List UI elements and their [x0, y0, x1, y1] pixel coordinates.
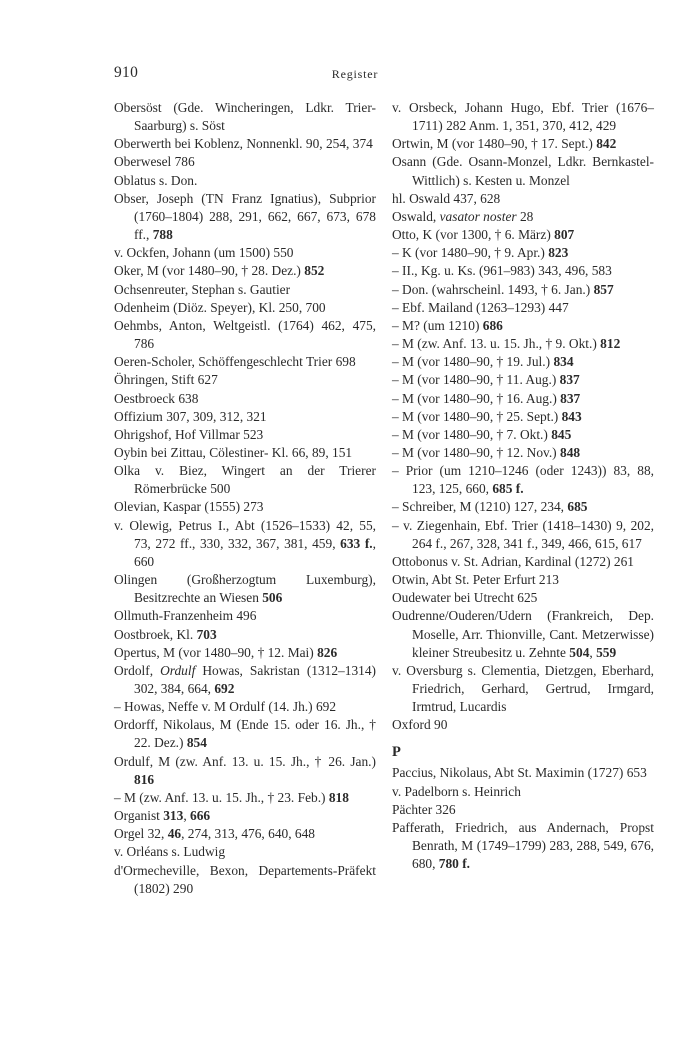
- index-entry: – M (vor 1480–90, † 11. Aug.) 837: [392, 372, 580, 388]
- index-entry: – II., Kg. u. Ks. (961–983) 343, 496, 583: [392, 263, 612, 279]
- index-entry: Pächter 326: [392, 801, 456, 817]
- index-entry: Obser, Joseph (TN Franz Ignatius), Subprior (1760–1804) 288, 291, 662, 667, 673, 678 ff., 788: [114, 190, 376, 243]
- left-column: [114, 99, 376, 898]
- index-entry: Ordorff, Nikolaus, M (Ende 15. oder 16. Jh., † 22. Dez.) 854: [114, 717, 376, 751]
- index-entry: Oeren-Scholer, Schöffengeschlecht Trier 698: [114, 354, 356, 370]
- index-entry: Oxford 90: [392, 717, 448, 733]
- section-gap: [392, 734, 654, 743]
- p-entries: [392, 764, 654, 873]
- index-entry: – M (zw. Anf. 13. u. 15. Jh., † 9. Okt.) 812: [392, 336, 621, 352]
- index-entry: – M? (um 1210) 686: [392, 317, 503, 333]
- index-entry: – v. Ziegenhain, Ebf. Trier (1418–1430) 9, 202, 264 f., 267, 328, 341 f., 349, 466, 615, 617: [392, 517, 654, 551]
- index-entry: Obersöst (Gde. Wincheringen, Ldkr. Trier-Saarburg) s. Söst: [114, 100, 376, 134]
- index-entry: Oberwesel 786: [114, 154, 195, 170]
- index-entry: Olka v. Biez, Wingert an der Trierer Römerbrücke 500: [114, 463, 376, 497]
- index-entry: Oblatus s. Don.: [114, 172, 198, 188]
- index-entry: v. Ockfen, Johann (um 1500) 550: [114, 245, 294, 261]
- index-entry: Ohrigshof, Hof Villmar 523: [114, 426, 264, 442]
- index-entry: hl. Oswald 437, 628: [392, 190, 501, 206]
- letter-heading-p: P: [392, 744, 401, 761]
- index-entry: d'Ormecheville, Bexon, Departements-Präfekt (1802) 290: [114, 862, 376, 896]
- index-entry: v. Olewig, Petrus I., Abt (1526–1533) 42, 55, 73, 272 ff., 330, 332, 367, 381, 459, 633 f., 660: [114, 517, 376, 569]
- index-entry: Oybin bei Zittau, Cölestiner- Kl. 66, 89, 151: [114, 444, 353, 460]
- index-entry: v. Orsbeck, Johann Hugo, Ebf. Trier (1676–1711) 282 Anm. 1, 351, 370, 412, 429: [392, 100, 654, 134]
- index-entry: – Don. (wahrscheinl. 1493, † 6. Jan.) 857: [392, 281, 614, 297]
- index-entry: – M (vor 1480–90, † 7. Okt.) 845: [392, 426, 572, 442]
- index-entry: Oswald, vasator noster 28: [392, 208, 534, 224]
- index-entry: Odenheim (Diöz. Speyer), Kl. 250, 700: [114, 299, 326, 315]
- index-entry: – Schreiber, M (1210) 127, 234, 685: [392, 499, 588, 515]
- index-entry: Otwin, Abt St. Peter Erfurt 213: [392, 572, 559, 588]
- index-entry: v. Orléans s. Ludwig: [114, 844, 226, 860]
- index-entry: Oehmbs, Anton, Weltgeistl. (1764) 462, 475, 786: [114, 317, 376, 352]
- index-entry: – K (vor 1480–90, † 9. Apr.) 823: [392, 245, 569, 261]
- index-entry: Ortwin, M (vor 1480–90, † 17. Sept.) 842: [392, 136, 617, 152]
- index-entry: – M (zw. Anf. 13. u. 15. Jh., † 23. Feb.) 818: [114, 789, 349, 805]
- index-entry: Osann (Gde. Osann-Monzel, Ldkr. Bernkastel-Wittlich) s. Kesten u. Monzel: [392, 154, 654, 188]
- right-column: [392, 99, 654, 873]
- index-entry: Ollmuth-Franzenheim 496: [114, 608, 257, 624]
- index-entry: v. Padelborn s. Heinrich: [392, 783, 521, 799]
- index-entry: Orgel 32, 46, 274, 313, 476, 640, 648: [114, 826, 315, 842]
- index-entry: – Howas, Neffe v. M Ordulf (14. Jh.) 692: [114, 699, 337, 715]
- index-entry: Paccius, Nikolaus, Abt St. Maximin (1727) 653: [392, 765, 647, 781]
- index-entry: – M (vor 1480–90, † 12. Nov.) 848: [392, 444, 581, 460]
- index-entry: Ochsenreuter, Stephan s. Gautier: [114, 281, 291, 297]
- index-entry: Pafferath, Friedrich, aus Andernach, Propst Benrath, M (1749–1799) 283, 288, 549, 676, 680, 780 f.: [392, 819, 654, 872]
- index-entry: v. Oversburg s. Clementia, Dietzgen, Eberhard, Friedrich, Gerhard, Gertrud, Irmgard, Irmtrud, Lucardis: [392, 662, 654, 715]
- index-entry: – M (vor 1480–90, † 25. Sept.) 843: [392, 408, 582, 424]
- index-entry: Oker, M (vor 1480–90, † 28. Dez.) 852: [114, 263, 325, 279]
- index-entry: Öhringen, Stift 627: [114, 372, 218, 388]
- index-entry: – M (vor 1480–90, † 19. Jul.) 834: [392, 354, 574, 370]
- index-entry: Opertus, M (vor 1480–90, † 12. Mai) 826: [114, 644, 338, 660]
- index-entry: Oostbroek, Kl. 703: [114, 626, 217, 642]
- index-entry: Ordulf, M (zw. Anf. 13. u. 15. Jh., † 26. Jan.) 816: [114, 753, 376, 787]
- page-number: 910: [114, 64, 139, 81]
- index-entry: Olevian, Kaspar (1555) 273: [114, 499, 264, 515]
- index-entry: Oudrenne/Ouderen/Udern (Frankreich, Dep. Moselle, Arr. Thionville, Cant. Metzerwisse) kleiner Streubesitz u. Zehnte 504, 559: [392, 608, 654, 660]
- index-entry: Offizium 307, 309, 312, 321: [114, 408, 267, 424]
- running-head: Register: [331, 67, 379, 81]
- index-entry: Ordolf, Ordulf Howas, Sakristan (1312–1314) 302, 384, 664, 692: [114, 662, 376, 696]
- index-entry: – M (vor 1480–90, † 16. Aug.) 837: [392, 390, 581, 406]
- index-entry: Oudewater bei Utrecht 625: [392, 590, 538, 606]
- index-entry: Organist 313, 666: [114, 808, 211, 824]
- index-entry: – Ebf. Mailand (1263–1293) 447: [392, 299, 569, 315]
- index-entry: Ottobonus v. St. Adrian, Kardinal (1272) 261: [392, 553, 634, 569]
- index-entry: – Prior (um 1210–1246 (oder 1243)) 83, 88, 123, 125, 660, 685 f.: [392, 463, 654, 497]
- index-entry: Olingen (Großherzogtum Luxemburg), Besitzrechte an Wiesen 506: [114, 572, 376, 606]
- index-entry: Otto, K (vor 1300, † 6. März) 807: [392, 227, 575, 243]
- index-entry: Oestbroeck 638: [114, 390, 199, 406]
- index-entry: Oberwerth bei Koblenz, Nonnenkl. 90, 254, 374: [114, 136, 373, 152]
- o-entries: [392, 99, 654, 734]
